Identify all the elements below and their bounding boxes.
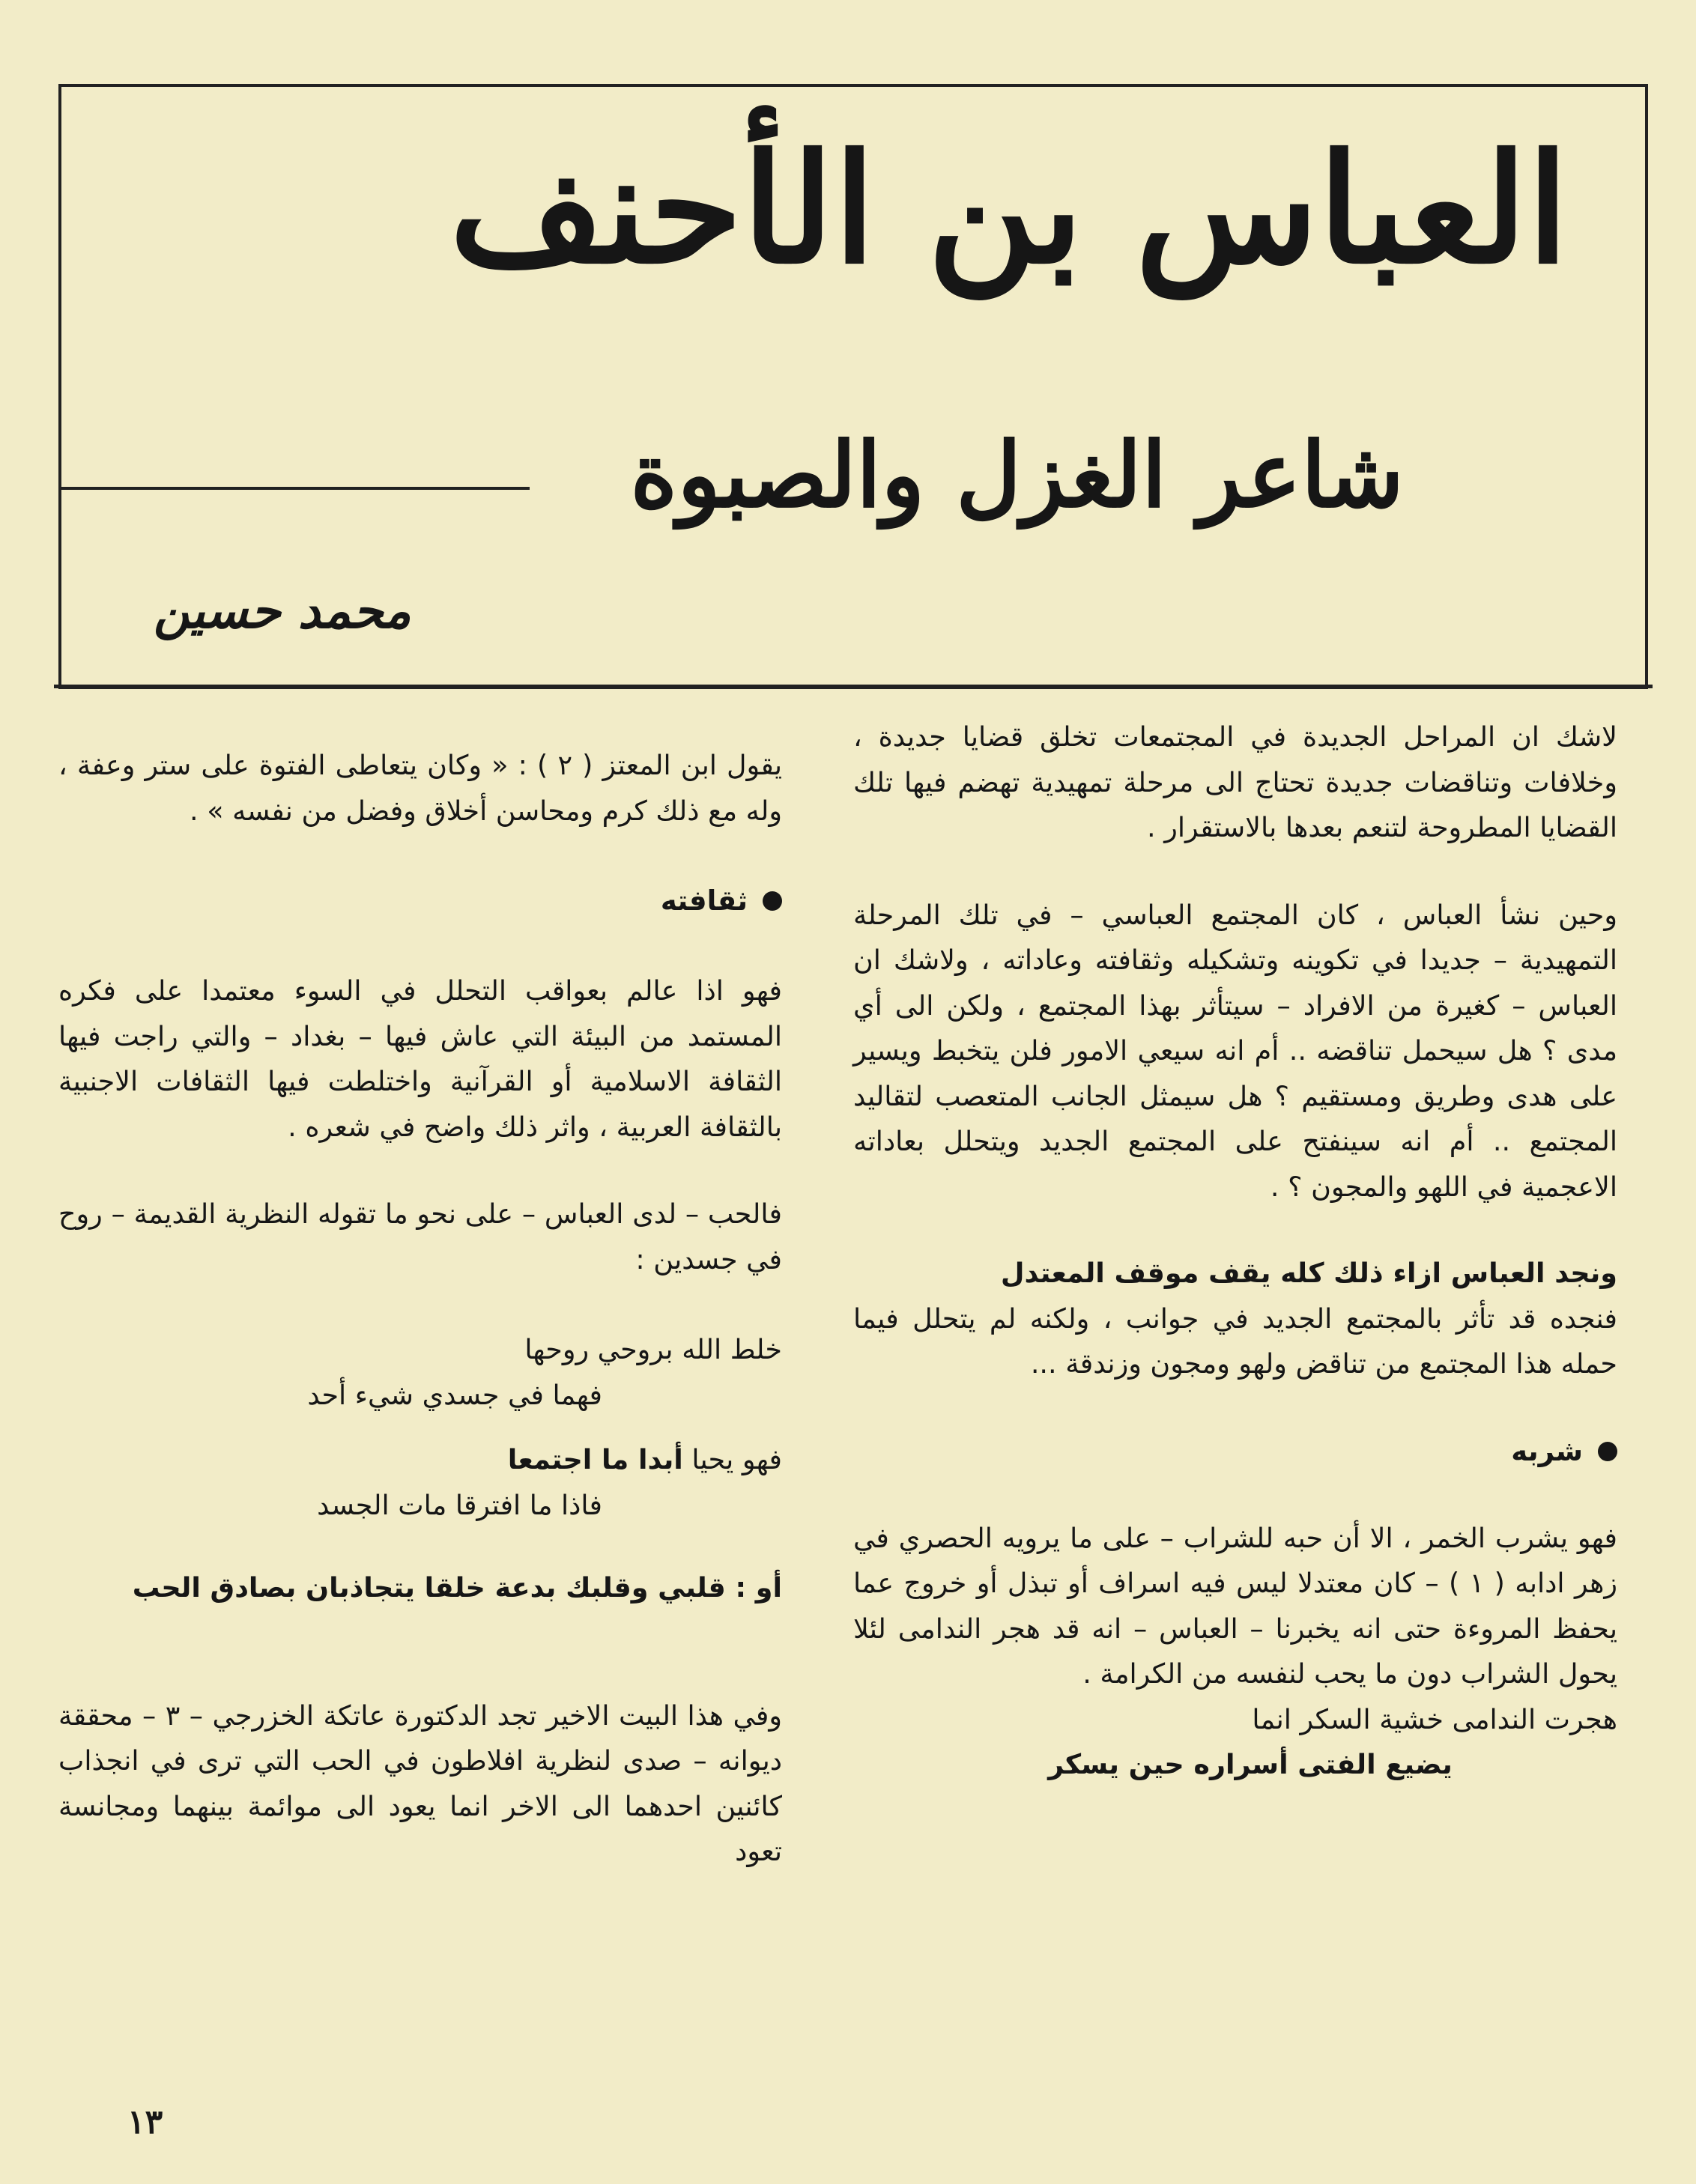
left-column xyxy=(58,704,782,1875)
verse-text: فهو يحيا xyxy=(682,1443,782,1475)
paragraph: وحين نشأ العباس ، كان المجتمع العباسي – في تلك المرحلة التمهيدية – جديدا في تكوينه وتشكيله وثقافته وعاداته ، ولاشك ان العباس – كغيرة من الافراد – سيتأثر بهذا المجتمع ، ولكن الى أي مدى ؟ هل سيحمل تناقضه .. أم انه سيعي الامور فلن يتخبط ويسير على هدى وطريق ومستقيم ؟ هل سيمثل الجانب المتعصب لتقاليد المجتمع .. أم انه سينفتح على المجتمع الجديد ويتحلل بعاداته الاعجمية في اللهو والمجون ؟ . xyxy=(853,898,1617,1203)
author-signature: محمد حسين xyxy=(154,581,411,640)
section-heading-label: ثقافته xyxy=(660,885,748,917)
verse-line: فهما في جسدي شيء أحد xyxy=(307,1378,602,1411)
poem xyxy=(58,1327,782,1528)
paragraph: وفي هذا البيت الاخير تجد الدكتورة عاتكة الخزرجي – ٣ – محققة ديوانه – صدى لنظرية افلاطون في الحب التي ترى في انجذاب كائنين احدهما الى الاخر انما يعود الى موائمة بينهما ومجانسة تعود xyxy=(58,1699,782,1867)
section-heading-label: شربه xyxy=(1511,1434,1583,1467)
paragraph: لاشك ان المراحل الجديدة في المجتمعات تخلق قضايا جديدة ، وخلافات وتناقضات جديدة تحتاج الى مرحلة تمهيدية تهضم فيها تلك القضايا المطروحة لتنعم بعدها بالاستقرار . xyxy=(853,721,1617,843)
verse-text-bold: أبدا ما اجتمعا xyxy=(507,1443,683,1475)
verse-line: هجرت الندامى خشية السكر انما xyxy=(1252,1702,1617,1735)
divider-rule xyxy=(54,685,1653,688)
paragraph-emphasis: ونجد العباس ازاء ذلك كله يقف موقف المعتدل xyxy=(1000,1257,1617,1289)
verse-line: يضيع الفتى أسراره حين يسكر xyxy=(1048,1748,1453,1780)
paragraph: يقول ابن المعتز ( ٢ ) : « وكان يتعاطى الفتوة على ستر وعفة ، وله مع ذلك كرم ومحاسن أخلاق وفضل من نفسه » . xyxy=(58,749,783,827)
verse-line: أو : قلبي وقلبك بدعة خلقا يتجاذبان بصادق الحب xyxy=(132,1571,782,1604)
paragraph: فنجده قد تأثر بالمجتمع الجديد في جوانب ، ولكنه لم يتحلل فيما حمله هذا المجتمع من تناقض ولهو ومجون وزندقة ... xyxy=(853,1302,1617,1380)
section-heading xyxy=(853,1429,1617,1474)
bullet-icon xyxy=(1598,1442,1617,1461)
verse-line xyxy=(58,1437,782,1483)
page-number: ١٣ xyxy=(127,2103,163,2141)
verse-line: فاذا ما افترقا مات الجسد xyxy=(317,1488,602,1521)
right-column xyxy=(853,704,1617,1788)
paragraph: فهو يشرب الخمر ، الا أن حبه للشراب – على ما يرويه الحصري في زهر ادابه ( ١ ) – كان معتدلا ليس فيه اسراف أو تبذل أو خروج عما يحفظ المروءة حتى انه يخبرنا – العباس – انه قد هجر الندامى لئلا يحول الشراب دون ما يحب لنفسه من الكرامة . xyxy=(853,1521,1617,1690)
subtitle-rule xyxy=(61,487,530,490)
paragraph: فالحب – لدى العباس – على نحو ما تقوله النظرية القديمة – روح في جسدين : xyxy=(58,1198,782,1275)
section-heading xyxy=(58,879,782,923)
article-subtitle: شاعر الغزل والصبوة xyxy=(630,422,1404,528)
paragraph: فهو اذا عالم بعواقب التحلل في السوء معتمدا على فكره المستمد من البيئة التي عاش فيها – بغداد – والتي راجت فيها الثقافة الاسلامية أو القرآنية واختلطت فيها الثقافات الاجنبية بالثقافة العربية ، واثر ذلك واضح في شعره . xyxy=(58,974,782,1143)
verse-line: خلط الله بروحي روحها xyxy=(524,1333,782,1365)
article-title: العباس بن الأحنف xyxy=(449,121,1569,297)
bullet-icon xyxy=(763,891,782,911)
